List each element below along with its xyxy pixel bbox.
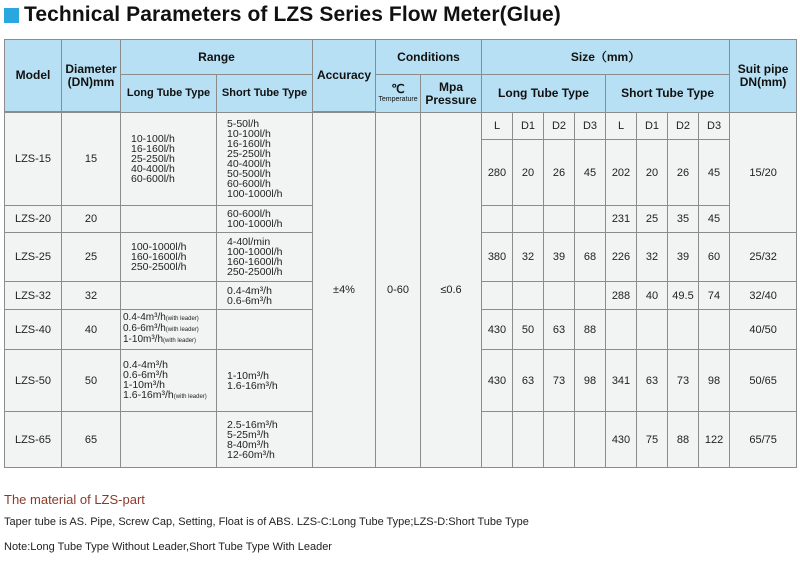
cell-size-value — [513, 412, 544, 468]
cell-size-value: 63 — [513, 350, 544, 412]
range-line: 0.6-6m³/h — [123, 368, 168, 381]
pressure-label: Pressure — [425, 92, 477, 107]
cell-size-value: 20 — [637, 140, 668, 206]
title-marker — [4, 8, 19, 23]
subheader-d3: D3 — [575, 113, 606, 140]
cell-size-value: 63 — [637, 350, 668, 412]
cell-size-value: 430 — [606, 412, 637, 468]
range-line: 50-500l/h — [227, 168, 271, 180]
cell-long-range-lzs20 — [121, 206, 217, 233]
subheader-l: L — [482, 113, 513, 140]
cell-pressure: ≤0.6 — [421, 113, 482, 468]
subheader-d1: D1 — [513, 113, 544, 140]
range-line: 25-250l/h — [227, 148, 271, 160]
range-line: 4-40l/min — [227, 236, 271, 248]
cell-dn-lzs15: 15 — [62, 113, 121, 206]
cell-size-value: 231 — [606, 206, 637, 233]
cell-size-value — [513, 206, 544, 233]
range-line: 1-10m³/h — [123, 378, 166, 391]
temperature-unit: ℃ — [391, 82, 405, 96]
cell-long-range-lzs25 — [121, 233, 217, 282]
cell-short-range-lzs25 — [217, 233, 313, 282]
cell-dn-lzs50: 50 — [62, 350, 121, 412]
cell-size-value: 430 — [482, 310, 513, 350]
cell-accuracy: ±4% — [313, 113, 376, 468]
range-line: 0.4-4m³/h — [123, 358, 168, 371]
cell-size-value: 288 — [606, 282, 637, 310]
range-line: 0.4-4m³/h(with leader) — [123, 312, 199, 323]
range-line: 60-600l/h — [227, 178, 271, 190]
cell-long-range-lzs40 — [121, 310, 217, 350]
range-line: 10-100l/h — [227, 128, 271, 140]
cell-model-lzs40: LZS-40 — [5, 310, 62, 350]
cell-size-value — [668, 310, 699, 350]
cell-long-range-lzs50 — [121, 350, 217, 412]
note-text: Note:Long Tube Type Without Leader,Short Tube Type With Leader — [4, 541, 332, 553]
temperature-label: Temperature — [378, 96, 418, 103]
cell-dn-lzs20: 20 — [62, 206, 121, 233]
cell-size-value: 45 — [575, 140, 606, 206]
cell-size-value — [482, 412, 513, 468]
header-pressure — [421, 75, 482, 113]
cell-size-value — [544, 206, 575, 233]
cell-size-value: 122 — [699, 412, 730, 468]
cell-size-value: 32 — [637, 233, 668, 282]
cell-short-range-lzs65 — [217, 412, 313, 468]
header-size-short: Short Tube Type — [606, 75, 730, 113]
cell-pipe-lzs15: 15/20 — [730, 113, 797, 233]
range-line: 250-2500l/h — [131, 261, 187, 273]
range-line: 0.6-6m³/h — [227, 294, 272, 307]
cell-size-value: 73 — [544, 350, 575, 412]
range-line: 60-600l/h — [227, 208, 271, 220]
cell-model-lzs15: LZS-15 — [5, 113, 62, 206]
range-line: 5-50l/h — [227, 118, 260, 130]
cell-size-value — [482, 282, 513, 310]
cell-size-value: 226 — [606, 233, 637, 282]
cell-pipe-lzs65: 65/75 — [730, 412, 797, 468]
cell-size-value: 45 — [699, 206, 730, 233]
cell-pipe-lzs40: 40/50 — [730, 310, 797, 350]
cell-model-lzs65: LZS-65 — [5, 412, 62, 468]
cell-size-value: 75 — [637, 412, 668, 468]
range-line: 40-400l/h — [227, 158, 271, 170]
cell-size-value: 26 — [668, 140, 699, 206]
range-line: 40-400l/h — [131, 163, 175, 175]
cell-size-value: 39 — [544, 233, 575, 282]
cell-size-value — [637, 310, 668, 350]
range-line: 160-1600l/h — [227, 256, 283, 268]
range-line: 10-100l/h — [131, 133, 175, 145]
cell-size-value: 430 — [482, 350, 513, 412]
cell-size-value — [544, 412, 575, 468]
cell-size-value: 63 — [544, 310, 575, 350]
cell-short-range-lzs20 — [217, 206, 313, 233]
cell-size-value — [606, 310, 637, 350]
cell-size-value — [575, 282, 606, 310]
cell-size-value: 25 — [637, 206, 668, 233]
cell-pipe-lzs50: 50/65 — [730, 350, 797, 412]
cell-size-value: 35 — [668, 206, 699, 233]
header-range: Range — [121, 40, 313, 75]
range-line: 16-160l/h — [227, 138, 271, 150]
cell-size-value: 341 — [606, 350, 637, 412]
page-title-block — [4, 2, 561, 28]
header-size-long: Long Tube Type — [482, 75, 606, 113]
header-range-short: Short Tube Type — [217, 75, 313, 113]
cell-short-range-lzs15 — [217, 113, 313, 206]
range-line: 1.6-16m³/h — [227, 379, 278, 392]
cell-size-value: 98 — [575, 350, 606, 412]
range-line: 8-40m³/h — [227, 438, 270, 451]
header-model: Model — [5, 40, 62, 112]
cell-size-value: 380 — [482, 233, 513, 282]
cell-size-value: 39 — [668, 233, 699, 282]
subheader-d1: D1 — [637, 113, 668, 140]
subheader-d2: D2 — [668, 113, 699, 140]
cell-model-lzs50: LZS-50 — [5, 350, 62, 412]
cell-size-value — [575, 206, 606, 233]
range-line: 160-1600l/h — [131, 251, 187, 263]
page-title: Technical Parameters of LZS Series Flow Meter(Glue) — [24, 3, 561, 26]
cell-size-value — [482, 206, 513, 233]
material-heading: The material of LZS-part — [4, 492, 145, 507]
material-text: Taper tube is AS. Pipe, Screw Cap, Setting, Float is of ABS. LZS-C:Long Tube Type;LZS-D:Short Tube Type — [4, 516, 529, 528]
cell-size-value: 45 — [699, 140, 730, 206]
header-size: Size（mm） — [482, 40, 730, 75]
cell-size-value: 68 — [575, 233, 606, 282]
cell-long-range-lzs32 — [121, 282, 217, 310]
cell-size-value — [575, 412, 606, 468]
range-line: 60-600l/h — [131, 173, 175, 185]
cell-size-value: 280 — [482, 140, 513, 206]
cell-model-lzs32: LZS-32 — [5, 282, 62, 310]
range-line: 2.5-16m³/h — [227, 418, 278, 431]
range-line: 100-1000l/h — [131, 241, 187, 253]
cell-dn-lzs40: 40 — [62, 310, 121, 350]
pressure-unit: Mpa — [439, 79, 463, 94]
range-line: 250-2500l/h — [227, 266, 283, 278]
subheader-d2: D2 — [544, 113, 575, 140]
cell-size-value — [513, 282, 544, 310]
cell-size-value: 73 — [668, 350, 699, 412]
cell-size-value: 49.5 — [668, 282, 699, 310]
cell-size-value — [699, 310, 730, 350]
cell-temperature: 0-60 — [376, 113, 421, 468]
cell-short-range-lzs32 — [217, 282, 313, 310]
range-line: 1.6-16m³/h(with leader) — [123, 388, 207, 401]
range-line: 100-1000l/h — [227, 188, 283, 200]
header-suit-pipe: Suit pipe DN(mm) — [730, 40, 797, 113]
cell-size-value: 74 — [699, 282, 730, 310]
subheader-l: L — [606, 113, 637, 140]
range-line: 100-1000l/h — [227, 246, 283, 258]
cell-size-value: 202 — [606, 140, 637, 206]
cell-size-value: 32 — [513, 233, 544, 282]
cell-short-range-lzs50 — [217, 350, 313, 412]
header-diameter: Diameter (DN)mm — [62, 40, 121, 112]
range-line: 16-160l/h — [131, 143, 175, 155]
cell-size-value: 98 — [699, 350, 730, 412]
cell-dn-lzs32: 32 — [62, 282, 121, 310]
cell-long-range-lzs65 — [121, 412, 217, 468]
cell-long-range-lzs15 — [121, 113, 217, 206]
cell-size-value: 26 — [544, 140, 575, 206]
cell-size-value: 20 — [513, 140, 544, 206]
range-line: 1-10m³/h(with leader) — [123, 334, 197, 345]
range-line: 1-10m³/h — [227, 369, 270, 382]
parameters-table — [4, 39, 797, 468]
cell-model-lzs20: LZS-20 — [5, 206, 62, 233]
cell-pipe-lzs32: 32/40 — [730, 282, 797, 310]
cell-size-value — [544, 282, 575, 310]
range-line: 5-25m³/h — [227, 428, 270, 441]
cell-size-value: 50 — [513, 310, 544, 350]
header-range-long: Long Tube Type — [121, 75, 217, 113]
cell-short-range-lzs40 — [217, 310, 313, 350]
subheader-d3: D3 — [699, 113, 730, 140]
range-line: 25-250l/h — [131, 153, 175, 165]
cell-model-lzs25: LZS-25 — [5, 233, 62, 282]
range-line: 100-1000l/h — [227, 218, 283, 230]
header-accuracy: Accuracy — [313, 40, 376, 112]
cell-dn-lzs65: 65 — [62, 412, 121, 468]
cell-dn-lzs25: 25 — [62, 233, 121, 282]
cell-pipe-lzs25: 25/32 — [730, 233, 797, 282]
header-temperature — [376, 75, 421, 113]
cell-size-value: 60 — [699, 233, 730, 282]
range-line: 0.6-6m³/h(with leader) — [123, 323, 199, 334]
cell-size-value: 40 — [637, 282, 668, 310]
header-conditions: Conditions — [376, 40, 482, 75]
cell-size-value: 88 — [575, 310, 606, 350]
range-line: 0.4-4m³/h — [227, 284, 272, 297]
cell-size-value: 88 — [668, 412, 699, 468]
range-line: 12-60m³/h — [227, 448, 275, 461]
